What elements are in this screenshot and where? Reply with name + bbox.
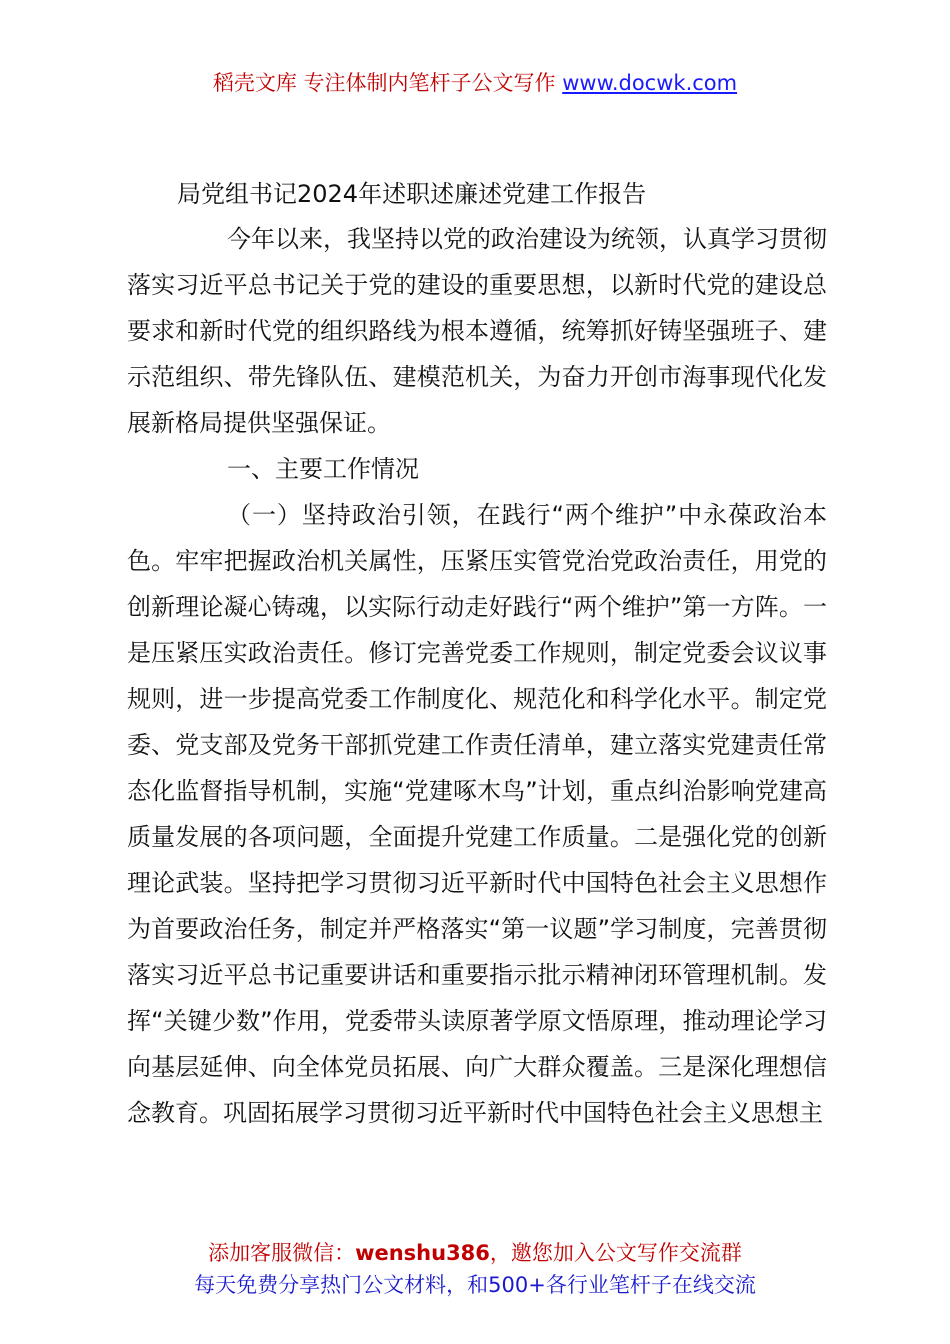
header-text: 稻壳文库 专注体制内笔杆子公文写作 [212,71,563,95]
footer-line-2: 每天免费分享热门公文材料，和500+各行业笔杆子在线交流 [194,1273,756,1297]
footer-prefix: 添加客服微信： [208,1241,356,1265]
page-header [0,66,950,100]
section-heading: 一、主要工作情况 [227,455,419,483]
page-footer [0,1237,950,1301]
header-link[interactable]: www.docwk.com [562,71,738,95]
document-title: 局党组书记2024年述职述廉述党建工作报告 [177,180,647,208]
footer-line-1 [0,1237,950,1269]
wechat-id: wenshu386 [355,1241,490,1265]
footer-suffix: ，邀您加入公文写作交流群 [489,1241,742,1265]
body-paragraph: （一）坚持政治引领，在践行“两个维护”中永葆政治本色。牢牢把握政治机关属性，压紧压实管党治党政治责任，用党的创新理论凝心铸魂，以实际行动走好践行“两个维护”第一方阵。一是压紧压实政治责任。修订完善党委工作规则，制定党委会议议事规则，进一步提高党委工作制度化、规范化和科学化水平。制定党委、党支部及党务干部抓党建工作责任清单，建立落实党建责任常态化监督指导机制，实施“党建啄木鸟”计划，重点纠治影响党建高质量发展的各项问题，全面提升党建工作质量。二是强化党的创新理论武装。坚持把学习贯彻习近平新时代中国特色社会主义思想作为首要政治任务，制定并严格落实“第一议题”学习制度，完善贯彻落实习近平总书记重要讲话和重要指示批示精神闭环管理机制。发挥“关键少数”作用，党委带头读原著学原文悟原理，推动理论学习向基层延伸、向全体党员拓展、向广大群众覆盖。三是深化理想信念教育。巩固拓展学习贯彻习近平新时代中国特色社会主义思想主 [127,501,827,1127]
intro-paragraph: 今年以来，我坚持以党的政治建设为统领，认真学习贯彻落实习近平总书记关于党的建设的重要思想，以新时代党的建设总要求和新时代党的组织路线为根本遵循，统筹抓好铸坚强班子、建示范组织、带先锋队伍、建模范机关，为奋力开创市海事现代化发展新格局提供坚强保证。 [127,225,827,437]
document-body [127,173,827,1136]
